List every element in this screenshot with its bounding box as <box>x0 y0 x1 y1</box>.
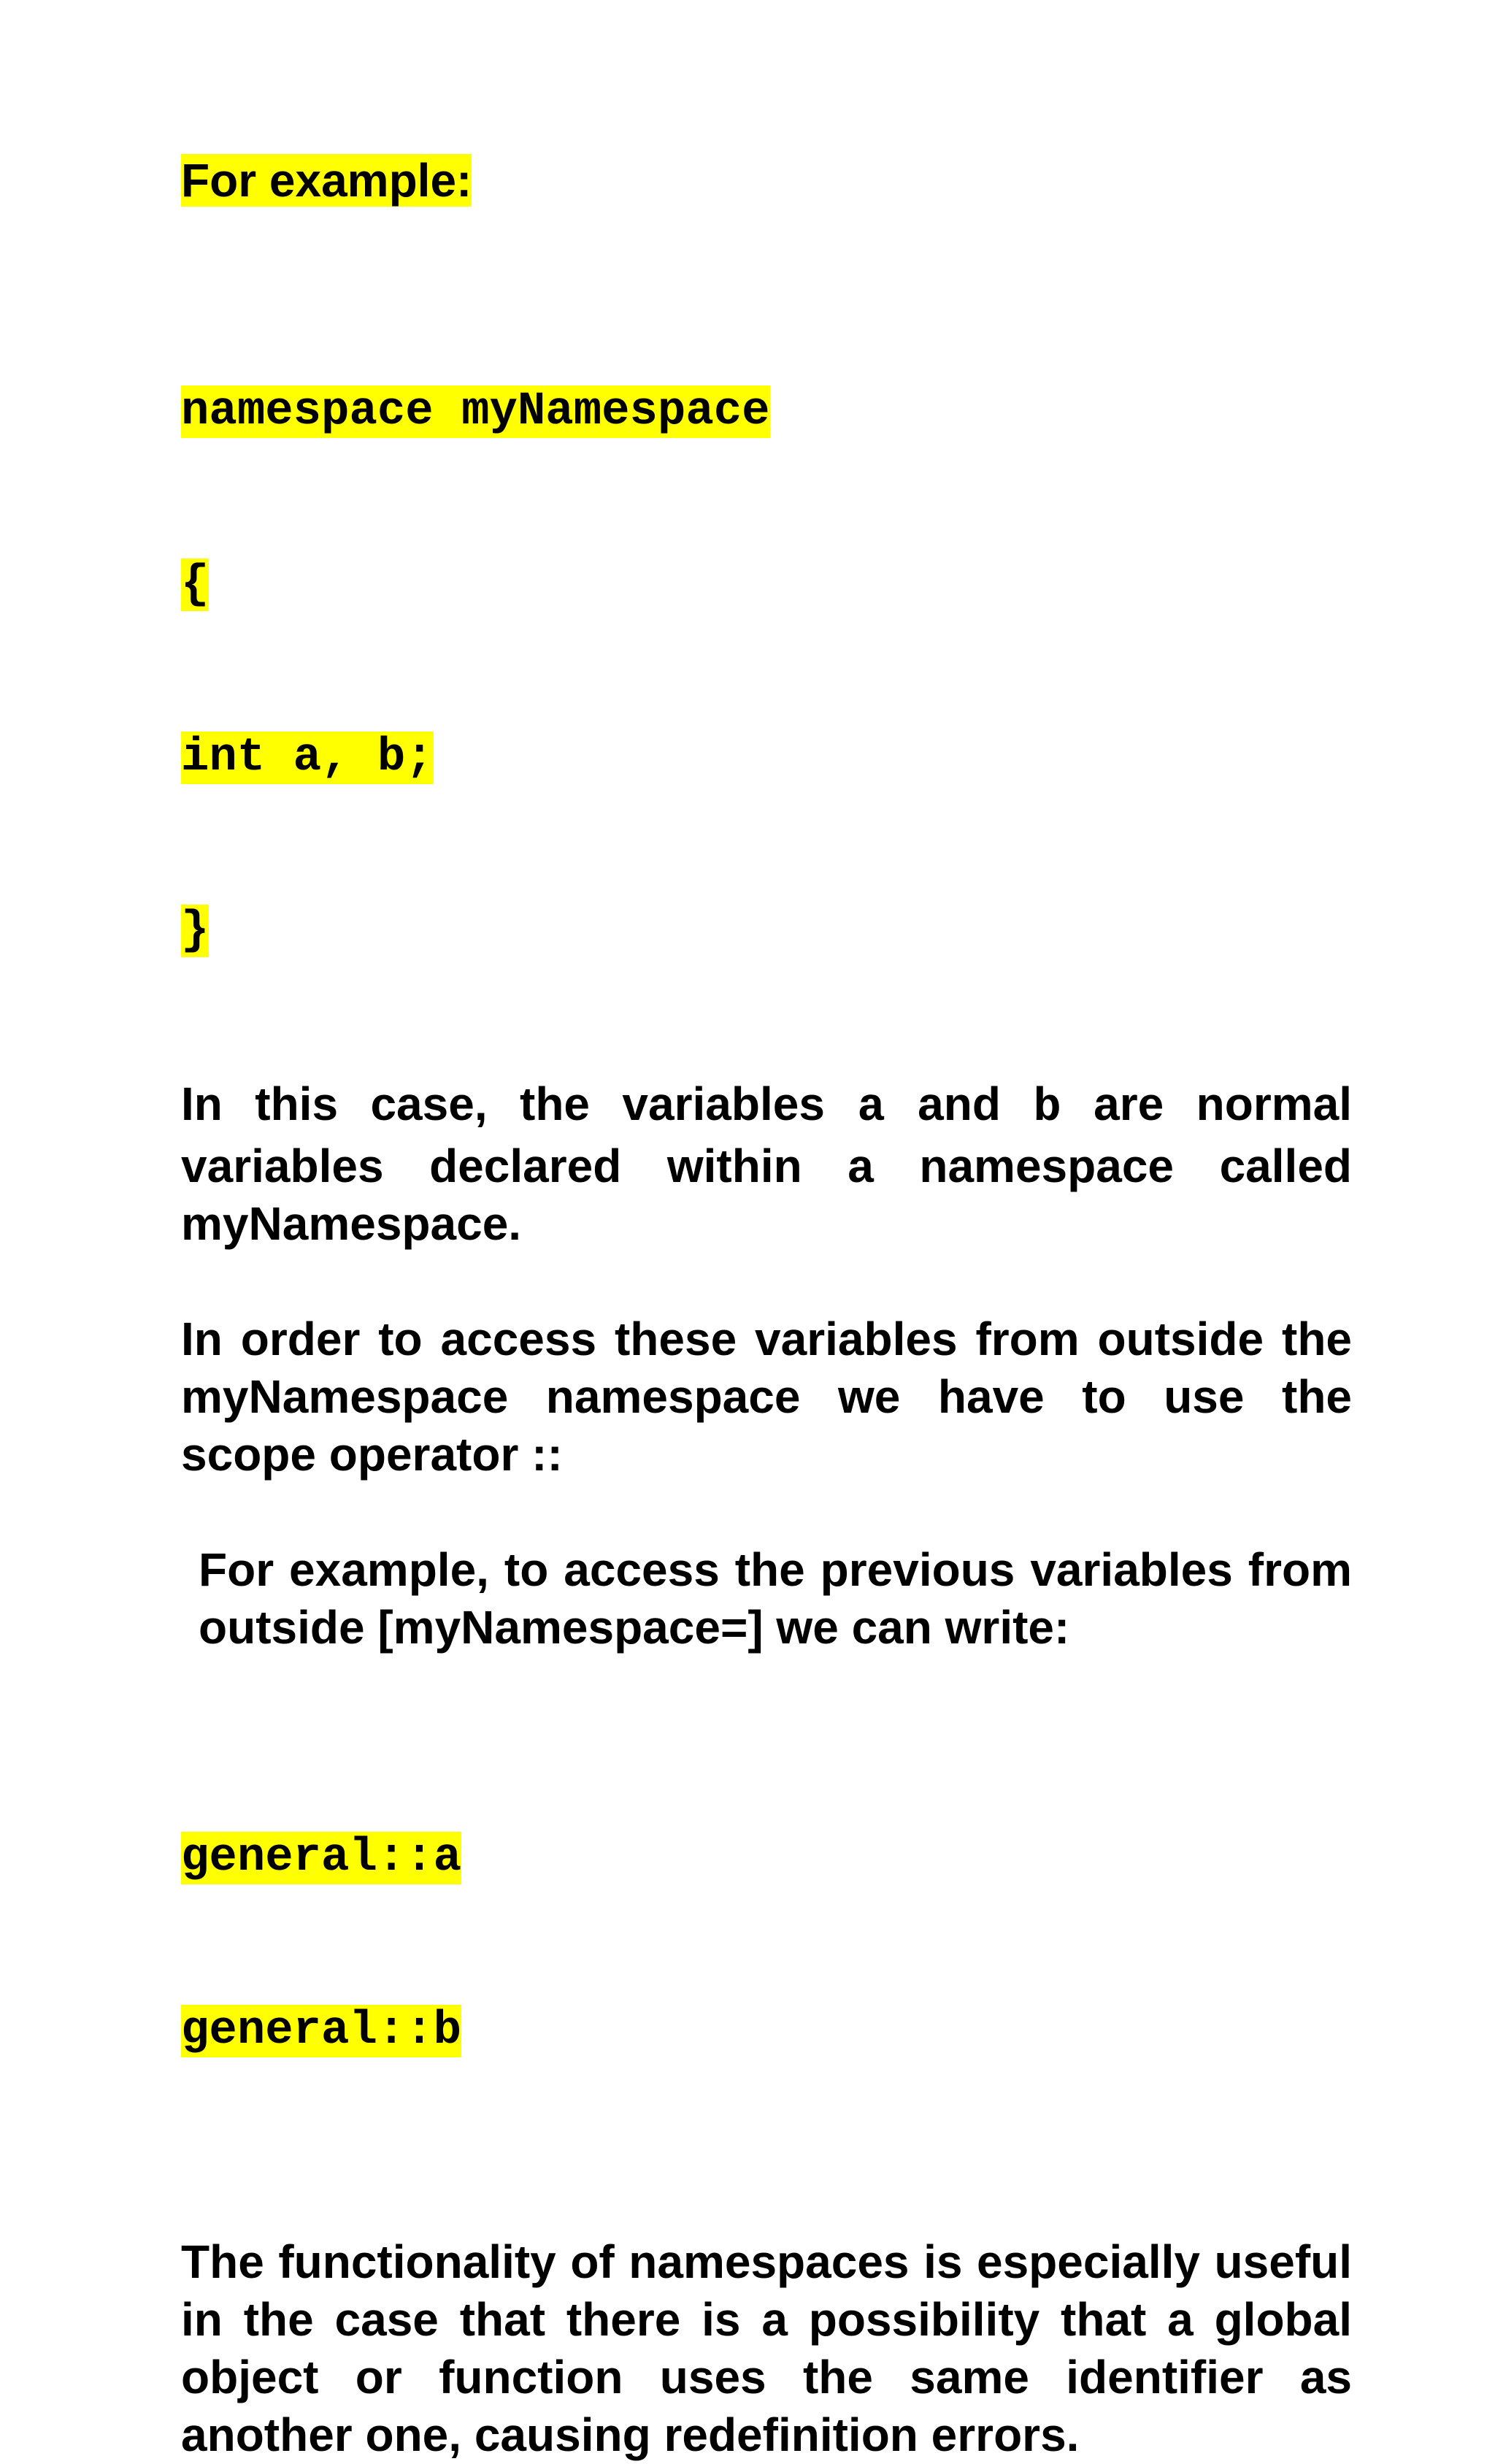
document-content <box>181 152 1352 2464</box>
paragraph-variables <box>181 1075 1352 1253</box>
code-line <box>181 729 1352 787</box>
code-block-namespace <box>181 268 1352 1075</box>
code-text: { <box>181 559 210 611</box>
spacer <box>181 1484 1352 1541</box>
code-text: general::b <box>181 2005 462 2057</box>
code-text: namespace myNamespace <box>181 385 770 438</box>
code-text: } <box>181 905 210 957</box>
code-block-scope <box>181 1714 1352 2176</box>
code-line <box>181 383 1352 441</box>
paragraph-text: are normal variables declared within a namespace called myNamespace. <box>181 1078 1353 1250</box>
code-line <box>181 2003 1352 2060</box>
inline-code-b: b <box>1033 1082 1061 1135</box>
paragraph-text: and <box>885 1078 1034 1130</box>
paragraph-text: In this case, the variables <box>181 1078 858 1130</box>
spacer <box>181 2176 1352 2233</box>
spacer <box>181 210 1352 268</box>
code-line <box>181 902 1352 960</box>
code-line <box>181 1830 1352 1887</box>
paragraph-scope-operator: In order to access these variables from outside the myNamespace namespace we have to use the scope operator :: <box>181 1313 1352 1481</box>
heading-text: For example: <box>181 154 472 207</box>
paragraph-access-example: For example, to access the previous variables from outside [myNamespace=] we can write: <box>199 1543 1352 1654</box>
inline-code-a: a <box>857 1082 885 1135</box>
spacer <box>181 1253 1352 1310</box>
code-text: int a, b; <box>181 732 434 784</box>
paragraph-functionality: The functionality of namespaces is especially useful in the case that there is a possibility that a global object or function uses the same identifier as another one, causing redefinition errors. <box>181 2235 1352 2461</box>
code-text: general::a <box>181 1832 462 1884</box>
spacer <box>181 1657 1352 1714</box>
code-line <box>181 556 1352 614</box>
heading <box>181 152 1352 210</box>
